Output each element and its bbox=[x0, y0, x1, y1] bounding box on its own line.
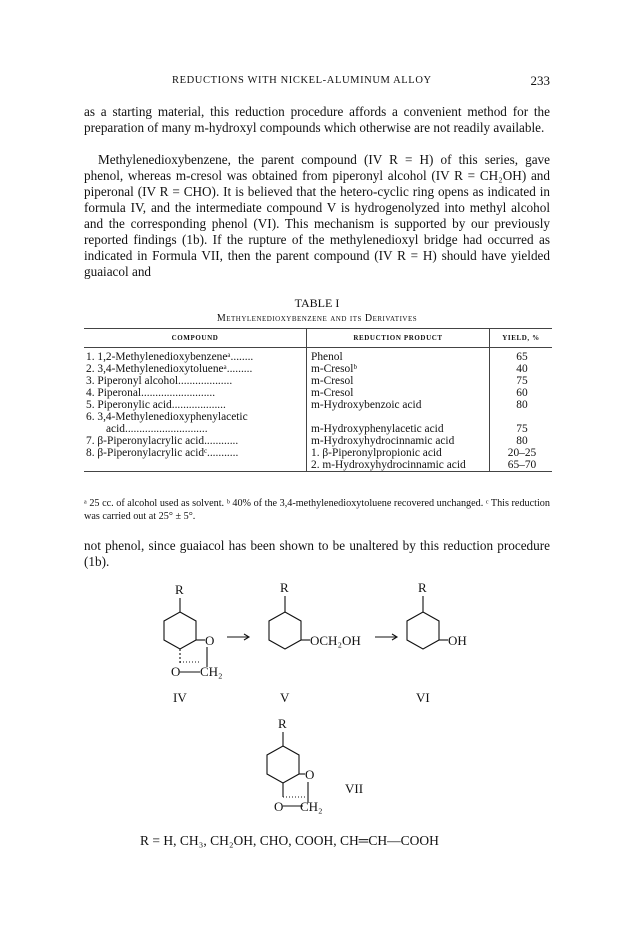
group-hydroxyl: OH bbox=[448, 633, 467, 648]
ring-v bbox=[269, 612, 301, 649]
table-cell: 1. 1,2-Methylenedioxybenzeneᵃ........ bbox=[86, 351, 254, 363]
table-cell: 5. Piperonylic acid................... bbox=[86, 399, 226, 411]
table-cell: m-Cresol bbox=[307, 375, 490, 387]
table-cell: m-Hydroxyphenylacetic acid bbox=[307, 423, 490, 435]
table-cell: m-Cresol bbox=[307, 387, 490, 399]
table-cell: 65–70 bbox=[490, 459, 553, 472]
column-header: YIELD, % bbox=[490, 329, 553, 348]
paragraph-1: as a starting material, this reduction procedure affords a convenient method for the preparation of many m-hydroxyl compounds which otherwise are not readily available. bbox=[84, 104, 550, 135]
group-oxygen: O bbox=[205, 633, 215, 648]
table-cell: 80 bbox=[516, 399, 528, 411]
structure-label: VII bbox=[345, 781, 364, 796]
table-cell: 60 bbox=[516, 387, 528, 399]
table-cell: 7. β-Piperonylacrylic acid............ bbox=[86, 435, 239, 447]
ring-iv bbox=[164, 612, 196, 649]
table-caption: Methylenedioxybenzene and its Derivatives bbox=[216, 313, 418, 324]
page-number: 233 bbox=[530, 73, 550, 88]
group-methoxymethanol: OCH₂OH bbox=[310, 633, 361, 648]
table-cell: 4. Piperonal.......................... bbox=[86, 387, 216, 399]
paragraph-2: Methylenedioxybenzene, the parent compound (IV R = H) of this series, gave phenol, whereas m-cresol was obtained from piperonyl alcohol (IV R = CH₂OH) and piperonal (IV R = CHO). It is believed that the hetero-cyclic ring opens as indicated in formula IV, and the intermediate compound V is hydrogenolyzed into methyl alcohol and the corresponding phenol (VI). This mechanism is supported by our previously reported findings (1b). If the rupture of the methylenedioxyl bridge had occurred as indicated in Formula VII, then the parent compound (IV R = H) should have yielded guaiacol and bbox=[84, 152, 550, 279]
table-cell: 75 bbox=[516, 375, 528, 387]
table-cell: 6. 3,4-Methylenedioxyphenylacetic bbox=[86, 411, 248, 423]
table-cell: 2. m-Hydroxyhydrocinnamic acid bbox=[307, 459, 490, 472]
table-cell: 80 bbox=[516, 435, 528, 447]
column-header: COMPOUND bbox=[84, 329, 307, 348]
structure-label: IV bbox=[173, 690, 187, 705]
ring-vi bbox=[407, 612, 439, 649]
table-cell: acid............................. bbox=[106, 423, 208, 435]
structure-label: V bbox=[280, 690, 290, 705]
substituent-r: R bbox=[278, 716, 287, 731]
table-cell: 1. β-Piperonylpropionic acid bbox=[307, 447, 490, 459]
substituent-caption: R = H, CH₃, CH₂OH, CHO, COOH, CH═CH—COOH bbox=[140, 833, 439, 848]
table-cell: 2. 3,4-Methylenedioxytolueneᵃ......... bbox=[86, 363, 253, 375]
group-methylene: CH₂ bbox=[200, 664, 223, 679]
table-cell: m-Hydroxyhydrocinnamic acid bbox=[307, 435, 490, 447]
group-oxygen: O bbox=[305, 767, 315, 782]
table-cell: 20–25 bbox=[507, 447, 537, 459]
group-oxygen: O bbox=[274, 799, 284, 814]
table-cell: 40 bbox=[516, 363, 528, 375]
group-methylene: CH₂ bbox=[300, 799, 323, 814]
column-header: REDUCTION PRODUCT bbox=[307, 329, 490, 348]
table-footnote: ᵃ 25 cc. of alcohol used as solvent. ᵇ 40% of the 3,4-methylenedioxytoluene recovered unchanged. ᶜ This reduction was carried out at 25° ± 5°. bbox=[84, 498, 550, 522]
table-cell: m-Cresolᵇ bbox=[307, 363, 490, 375]
structure-label: VI bbox=[416, 690, 430, 705]
ring-vii bbox=[267, 746, 299, 783]
substituent-r: R bbox=[280, 580, 289, 595]
group-oxygen: O bbox=[171, 664, 181, 679]
substituent-r: R bbox=[175, 582, 184, 597]
table-cell: 8. β-Piperonylacrylic acidᶜ........... bbox=[86, 447, 239, 459]
table-label: TABLE I bbox=[294, 296, 340, 310]
table-cell: Phenol bbox=[307, 348, 490, 364]
table-cell: m-Hydroxybenzoic acid bbox=[307, 399, 490, 411]
running-title: REDUCTIONS WITH NICKEL-ALUMINUM ALLOY bbox=[172, 75, 432, 86]
table-cell: 3. Piperonyl alcohol................... bbox=[86, 375, 233, 387]
substituent-r: R bbox=[418, 580, 427, 595]
paragraph-3: not phenol, since guaiacol has been shown to be unaltered by this reduction procedure (1b). bbox=[84, 538, 550, 569]
table-cell: 65 bbox=[516, 351, 528, 363]
table-cell: 75 bbox=[516, 423, 528, 435]
